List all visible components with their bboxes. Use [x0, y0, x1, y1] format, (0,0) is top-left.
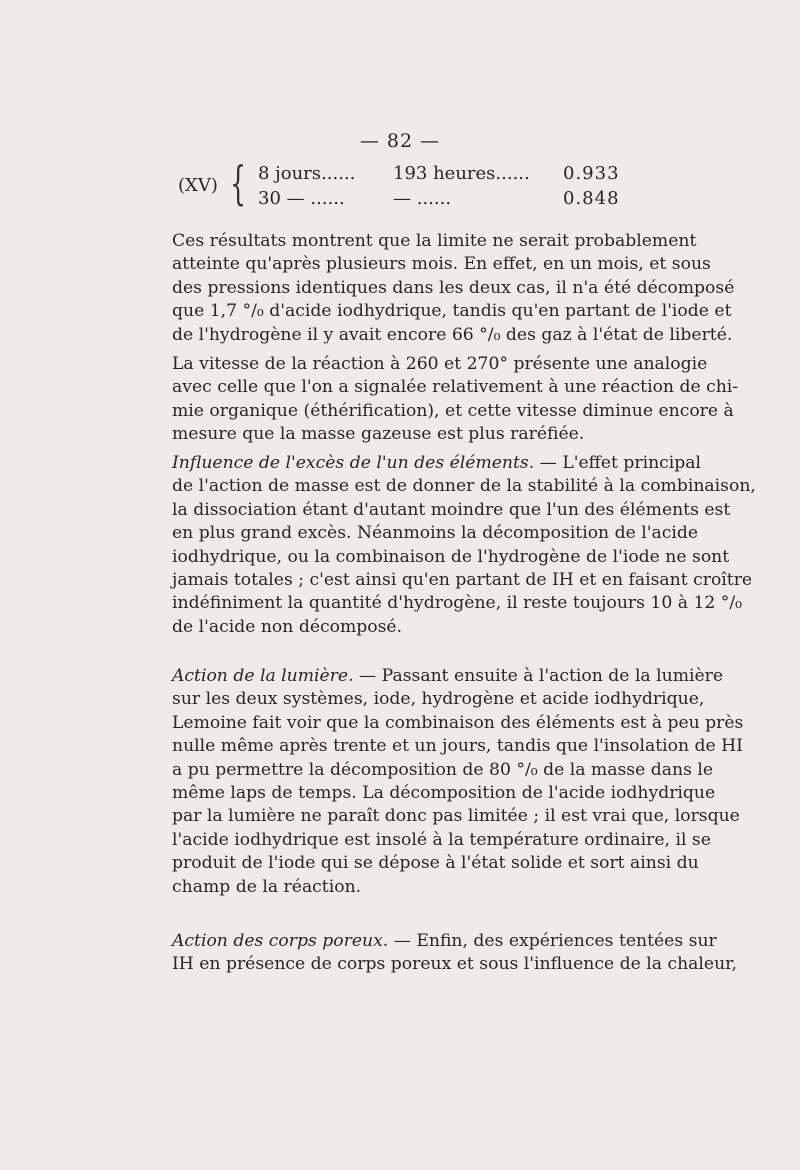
- results-value: 0.933: [563, 163, 620, 184]
- text-line: jamais totales ; c'est ainsi qu'en partant de IH et en faisant croître: [172, 570, 753, 591]
- section-heading: Influence de l'excès de l'un des éléments.: [172, 453, 535, 473]
- text-line: des pressions identiques dans les deux cas, il n'a été décomposé: [172, 277, 735, 298]
- section-heading: Action des corps poreux.: [172, 931, 389, 951]
- results-row: [258, 163, 628, 187]
- text-line: de l'acide non décomposé.: [172, 616, 403, 637]
- paragraph: [172, 930, 737, 977]
- text-run: — L'effet principal: [534, 453, 702, 473]
- text-line: champ de la réaction.: [172, 876, 362, 897]
- section-heading: Action de la lumière.: [172, 666, 354, 686]
- text-run: — Passant ensuite à l'action de la lumière: [353, 666, 724, 686]
- text-line: [172, 930, 717, 953]
- text-line: [172, 452, 702, 475]
- text-line: avec celle que l'on a signalée relativement à une réaction de chi-: [172, 377, 739, 398]
- text-line: [172, 665, 724, 688]
- text-line: par la lumière ne paraît donc pas limitée ; il est vrai que, lorsque: [172, 806, 740, 827]
- text-line: Lemoine fait voir que la combinaison des éléments est à peu près: [172, 712, 744, 733]
- text-line: même laps de temps. La décomposition de l'acide iodhydrique: [172, 783, 716, 804]
- results-hours: — ......: [393, 188, 452, 209]
- paragraph: [172, 665, 744, 899]
- paragraph: [172, 452, 756, 639]
- text-line: indéfiniment la quantité d'hydrogène, il reste toujours 10 à 12 °/₀: [172, 593, 743, 614]
- text-line: nulle même après trente et un jours, tandis que l'insolation de HI: [172, 736, 743, 757]
- text-line: l'acide iodhydrique est insolé à la température ordinaire, il se: [172, 829, 711, 850]
- results-label: (XV): [178, 175, 218, 196]
- text-run: — Enfin, des expériences tentées sur: [388, 931, 717, 951]
- text-line: IH en présence de corps poreux et sous l'influence de la chaleur,: [172, 954, 737, 975]
- text-line: La vitesse de la réaction à 260 et 270° présente une analogie: [172, 354, 708, 374]
- results-hours: 193 heures......: [393, 163, 530, 184]
- text-line: mie organique (éthérification), et cette vitesse diminue encore à: [172, 400, 734, 421]
- paragraph: [172, 230, 735, 347]
- text-line: mesure que la masse gazeuse est plus raréfiée.: [172, 424, 585, 445]
- text-line: de l'hydrogène il y avait encore 66 °/₀ des gaz à l'état de liberté.: [172, 324, 733, 345]
- text-line: la dissociation étant d'autant moindre que l'un des éléments est: [172, 499, 731, 520]
- text-line: de l'action de masse est de donner de la stabilité à la combinaison,: [172, 476, 756, 497]
- text-line: iodhydrique, ou la combinaison de l'hydrogène de l'iode ne sont: [172, 546, 730, 567]
- results-table: [178, 156, 628, 213]
- results-value: 0.848: [563, 188, 620, 209]
- paragraph: [172, 353, 739, 447]
- text-line: Ces résultats montrent que la limite ne serait probablement: [172, 231, 697, 251]
- results-duration: 8 jours......: [258, 163, 356, 184]
- text-line: sur les deux systèmes, iode, hydrogène et acide iodhydrique,: [172, 689, 705, 710]
- page-number: — 82 —: [359, 130, 441, 152]
- text-line: en plus grand excès. Néanmoins la décomposition de l'acide: [172, 523, 698, 544]
- text-line: a pu permettre la décomposition de 80 °/₀ de la masse dans le: [172, 759, 714, 780]
- results-duration: 30 — ......: [258, 188, 345, 209]
- text-line: produit de l'iode qui se dépose à l'état solide et sort ainsi du: [172, 853, 699, 874]
- text-line: atteinte qu'après plusieurs mois. En effet, en un mois, et sous: [172, 254, 711, 275]
- brace-icon: {: [230, 156, 247, 210]
- text-line: que 1,7 °/₀ d'acide iodhydrique, tandis qu'en partant de l'iode et: [172, 301, 732, 322]
- results-row: [258, 188, 628, 212]
